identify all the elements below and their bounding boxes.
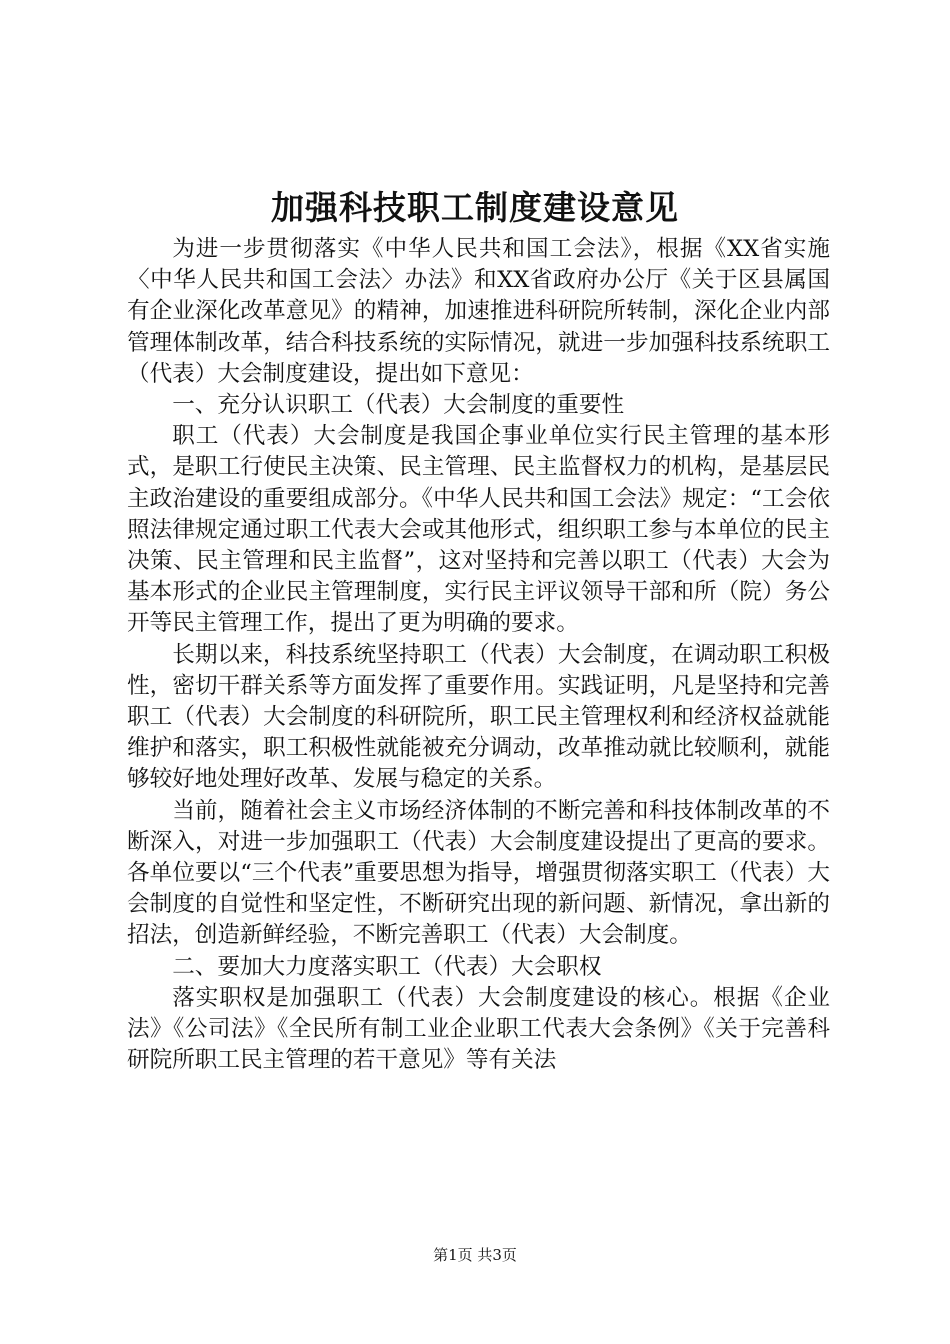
- paragraph: 当前，随着社会主义市场经济体制的不断完善和科技体制改革的不断深入，对进一步加强职工（代表）大会制度建设提出了更高的要求。各单位要以“三个代表”重要思想为指导，增强贯彻落实职工（代表）大会制度的自觉性和坚定性，不断研究出现的新问题、新情况，拿出新的招法，创造新鲜经验，不断完善职工（代表）大会制度。: [127, 797, 830, 949]
- document-body: [127, 234, 830, 1076]
- document-title: 加强科技职工制度建设意见: [271, 188, 679, 227]
- paragraph: 职工（代表）大会制度是我国企事业单位实行民主管理的基本形式，是职工行使民主决策、民主管理、民主监督权力的机构，是基层民主政治建设的重要组成部分。《中华人民共和国工会法》规定：“工会依照法律规定通过职工代表大会或其他形式，组织职工参与本单位的民主决策、民主管理和民主监督”，这对坚持和完善以职工（代表）大会为基本形式的企业民主管理制度，实行民主评议领导干部和所（院）务公开等民主管理工作，提出了更为明确的要求。: [127, 423, 830, 637]
- page-footer: 第1页 共3页: [433, 1246, 517, 1264]
- paragraph: 长期以来，科技系统坚持职工（代表）大会制度，在调动职工积极性，密切干群关系等方面发挥了重要作用。实践证明，凡是坚持和完善职工（代表）大会制度的科研院所，职工民主管理权利和经济权益就能维护和落实，职工积极性就能被充分调动，改革推动就比较顺利，就能够较好地处理好改革、发展与稳定的关系。: [127, 641, 830, 793]
- section-heading-2: 二、要加大力度落实职工（代表）大会职权: [172, 953, 602, 980]
- paragraph: 落实职权是加强职工（代表）大会制度建设的核心。根据《企业法》《公司法》《全民所有制工业企业职工代表大会条例》《关于完善科研院所职工民主管理的若干意见》等有关法: [127, 984, 830, 1074]
- paragraph-intro: 为进一步贯彻落实《中华人民共和国工会法》，根据《XX省实施〈中华人民共和国工会法〉办法》和XX省政府办公厅《关于区县属国有企业深化改革意见》的精神，加速推进科研院所转制，深化企业内部管理体制改革，结合科技系统的实际情况，就进一步加强科技系统职工（代表）大会制度建设，提出如下意见：: [127, 236, 830, 387]
- section-heading-1: 一、充分认识职工（代表）大会制度的重要性: [172, 392, 625, 419]
